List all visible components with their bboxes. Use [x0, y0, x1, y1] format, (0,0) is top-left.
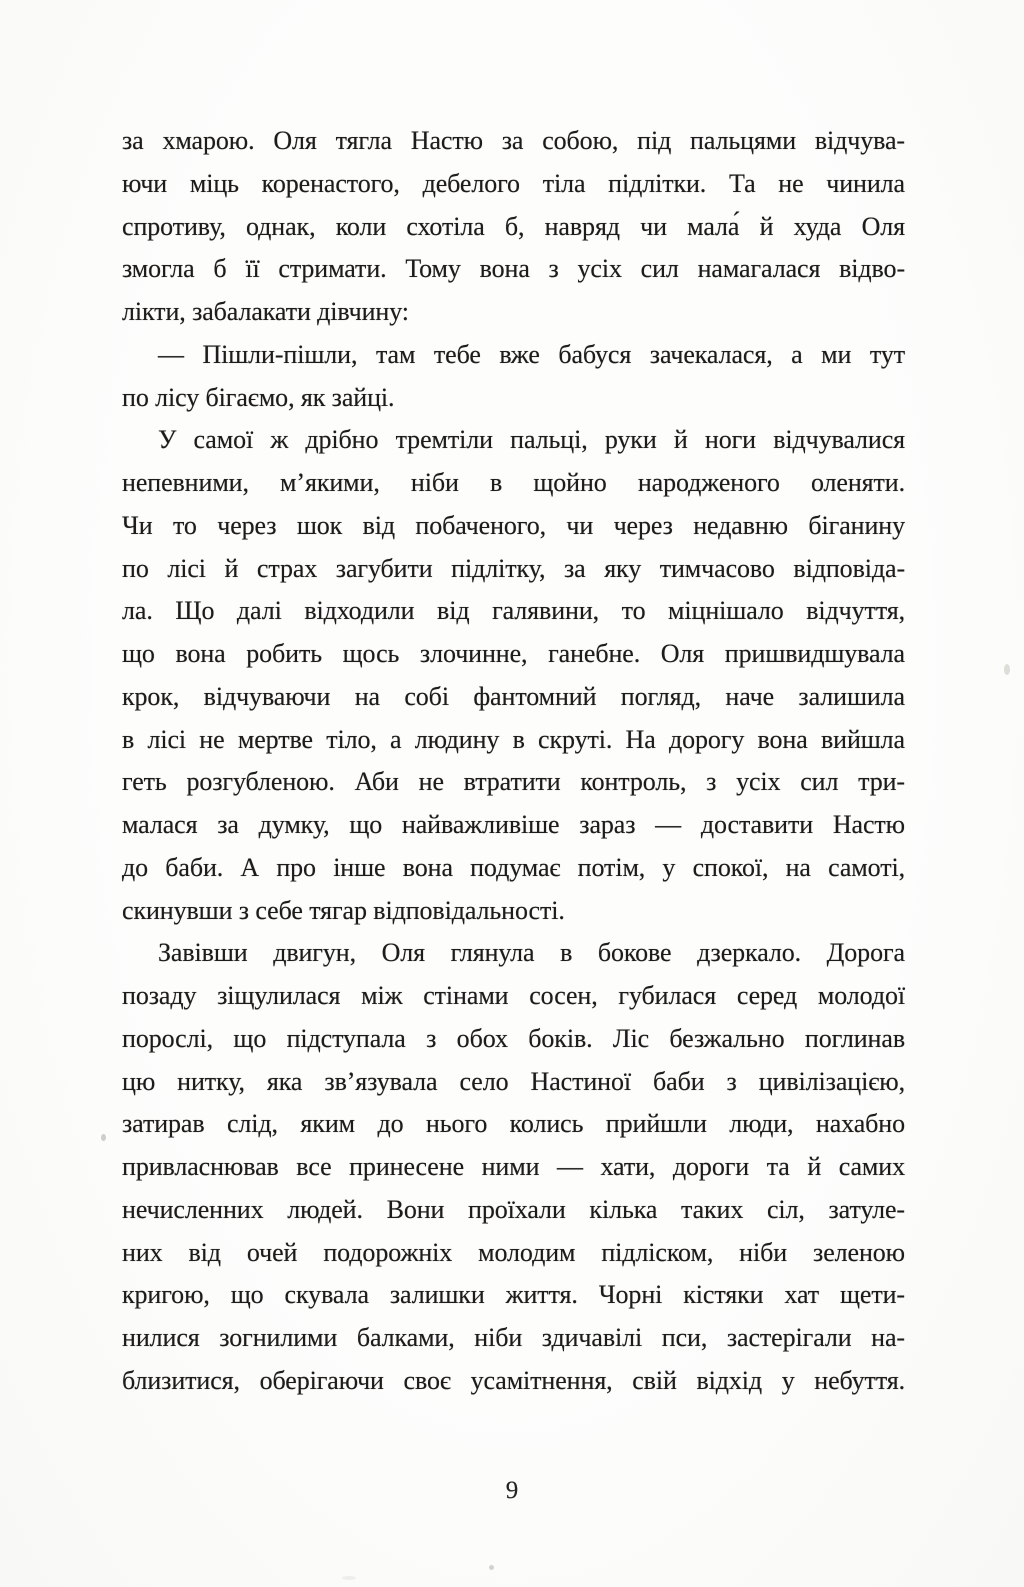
text-line: за хмарою. Оля тягла Настю за собою, під пальцями відчува-	[122, 126, 905, 155]
scan-speck	[101, 1134, 106, 1141]
text-line: нечисленних людей. Вони проїхали кілька таких сіл, затуле-	[122, 1194, 905, 1224]
text-line: ла. Що далі відходили від галявини, то міцнішало відчуття,	[122, 596, 905, 626]
text-line: У самої ж дрібно тремтіли пальці, руки й ноги відчувалися	[158, 425, 905, 455]
text-line: них від очей подорожніх молодим підліском, ніби зеленою	[122, 1237, 905, 1267]
text-line: спротиву, однак, коли схотіла б, навряд чи мала́ й худа Оля	[122, 211, 905, 241]
scan-speck	[342, 1576, 356, 1580]
scan-speck	[489, 1565, 494, 1570]
text-line: непевними, м’якими, ніби в щойно народженого оленяти.	[122, 468, 905, 497]
text-line: ючи міць коренастого, дебелого тіла підлітки. Та не чинила	[122, 168, 905, 198]
text-line: близитися, оберігаючи своє усамітнення, свій відхід у небуття.	[122, 1365, 905, 1395]
text-line: що вона робить щось злочинне, ганебне. Оля пришвидшувала	[122, 639, 905, 668]
text-line: цю нитку, яка зв’язувала село Настиної баби з цивілізацією,	[122, 1066, 905, 1096]
body-text	[122, 120, 905, 1403]
text-line: до баби. А про інше вона подумає потім, у спокої, на самоті,	[122, 852, 905, 882]
page-number: 9	[505, 1477, 519, 1504]
text-line: по лісі й страх загубити підлітку, за яку тимчасово відповіда-	[122, 553, 905, 583]
text-line: геть розгубленою. Аби не втратити контроль, з усіх сил три-	[122, 767, 905, 797]
text-line: крок, відчуваючи на собі фантомний погляд, наче залишила	[122, 681, 905, 711]
scan-speck	[1004, 664, 1010, 675]
text-line: по лісу бігаємо, як зайці.	[122, 382, 395, 412]
text-line: порослі, що підступала з обох боків. Ліс безжально поглинав	[122, 1023, 905, 1053]
text-line: — Пішли-пішли, там тебе вже бабуся зачекалася, а ми тут	[158, 339, 905, 369]
text-line: скинувши з себе тягар відповідальності.	[122, 895, 565, 925]
text-line: Чи то через шок від побаченого, чи через недавню біганину	[122, 510, 905, 540]
text-line: малася за думку, що найважливіше зараз — доставити Настю	[122, 810, 905, 839]
text-line: затирав слід, яким до нього колись прийшли люди, нахабно	[122, 1109, 905, 1139]
text-line: Завівши двигун, Оля глянула в бокове дзеркало. Дорога	[158, 938, 905, 968]
text-line: кригою, що скувала залишки життя. Чорні кістяки хат щети-	[122, 1280, 905, 1310]
text-line: змогла б її стримати. Тому вона з усіх сил намагалася відво-	[122, 254, 905, 284]
text-line: нилися зогнилими балками, ніби здичавілі пси, застерігали на-	[122, 1323, 905, 1352]
text-line: лікти, забалакати дівчину:	[122, 297, 409, 326]
text-line: позаду зіщулилася між стінами сосен, губилася серед молодої	[122, 981, 905, 1010]
text-line: в лісі не мертве тіло, а людину в скруті. На дорогу вона вийшла	[122, 724, 905, 754]
text-line: привласнював все принесене ними — хати, дороги та й самих	[122, 1152, 905, 1181]
